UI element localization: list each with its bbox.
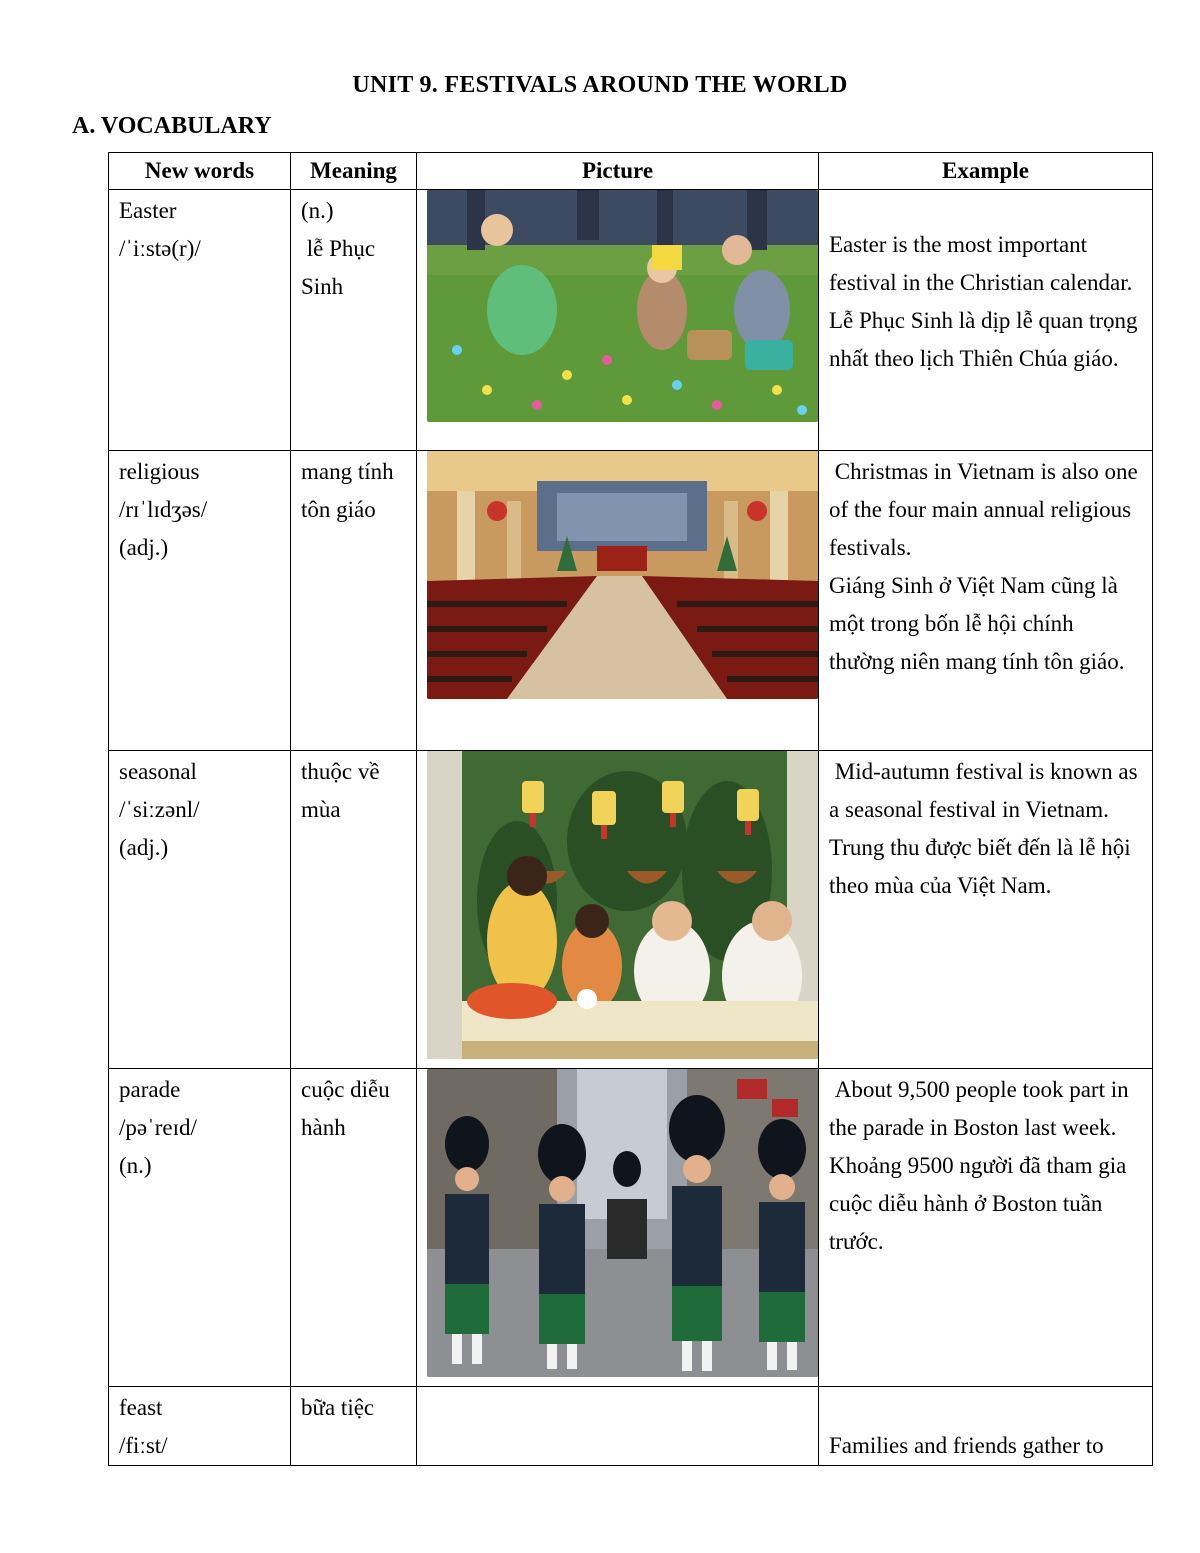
example-cell [819,1069,1153,1387]
meaning-line: (n.) [301,198,334,223]
example-cell [819,451,1153,751]
unit-title: UNIT 9. FESTIVALS AROUND THE WORLD [352,72,848,98]
example-english: Families and friends gather to [829,1433,1104,1458]
meaning-line: bữa tiệc [301,1395,375,1420]
pronunciation: /fiːst/ [119,1433,168,1458]
meaning-line: mang tính [301,459,394,484]
table-row [109,190,1153,451]
word-cell [109,751,291,1069]
word: religious [119,459,200,484]
header-meaning: Meaning [291,153,417,190]
word: feast [119,1395,163,1420]
example-vietnamese: Khoảng 9500 người đã tham gia cuộc diễu hành ở Boston tuần trước. [829,1153,1127,1254]
meaning-line: cuộc diễu [301,1077,390,1102]
header-example: Example [819,153,1153,190]
meaning-line: lễ Phục [301,236,376,261]
meaning-cell [291,190,417,451]
meaning-line: Sinh [301,274,344,299]
word: parade [119,1077,181,1102]
example-english: About 9,500 people took part in the parade in Boston last week. [829,1077,1135,1140]
pronunciation: /rɪˈlɪdʒəs/ [119,497,208,522]
example-english: Mid-autumn festival is known as a seasonal festival in Vietnam. [829,759,1144,822]
picture-cell [417,1069,819,1387]
meaning-cell [291,451,417,751]
picture-cell [417,751,819,1069]
bagpipe-parade-image [427,1069,818,1377]
meaning-line: thuộc về [301,759,380,784]
section-title: A. VOCABULARY [72,113,272,139]
meaning-cell [291,1387,417,1466]
word-cell [109,1069,291,1387]
table-row [109,751,1153,1069]
part-of-speech: (n.) [119,1153,152,1178]
header-new-words: New words [109,153,291,190]
picture-cell [417,451,819,751]
pronunciation: /pəˈreɪd/ [119,1115,197,1140]
example-vietnamese: Trung thu được biết đến là lễ hội theo mùa của Việt Nam. [829,835,1131,898]
meaning-line: tôn giáo [301,497,376,522]
picture-cell [417,190,819,451]
easter-egg-hunt-image [427,190,818,422]
pronunciation: /ˈsiːzənl/ [119,797,200,822]
word: Easter [119,198,177,223]
word: seasonal [119,759,197,784]
table-row [109,1069,1153,1387]
table-row [109,451,1153,751]
example-vietnamese: Lễ Phục Sinh là dịp lễ quan trọng nhất theo lịch Thiên Chúa giáo. [829,308,1138,371]
meaning-cell [291,751,417,1069]
table-header-row [109,153,1153,190]
meaning-cell [291,1069,417,1387]
example-english: Christmas in Vietnam is also one of the four main annual religious festivals. [829,459,1144,560]
part-of-speech: (adj.) [119,535,169,560]
example-cell [819,751,1153,1069]
meaning-line: hành [301,1115,346,1140]
header-picture: Picture [417,153,819,190]
word-cell [109,1387,291,1466]
vocabulary-table [108,152,1153,1466]
word-cell [109,451,291,751]
part-of-speech: (adj.) [119,835,169,860]
meaning-line: mùa [301,797,341,822]
pronunciation: /ˈiːstə(r)/ [119,236,201,261]
example-vietnamese: Giáng Sinh ở Việt Nam cũng là một trong bốn lễ hội chính thường niên mang tính tôn giáo. [829,573,1125,674]
word-cell [109,190,291,451]
mid-autumn-family-image [427,751,818,1059]
table-row [109,1387,1153,1466]
example-cell [819,1387,1153,1466]
church-christmas-mass-image [427,451,818,699]
example-english: Easter is the most important festival in the Christian calendar. [829,232,1133,295]
example-cell [819,190,1153,451]
picture-cell [417,1387,819,1466]
